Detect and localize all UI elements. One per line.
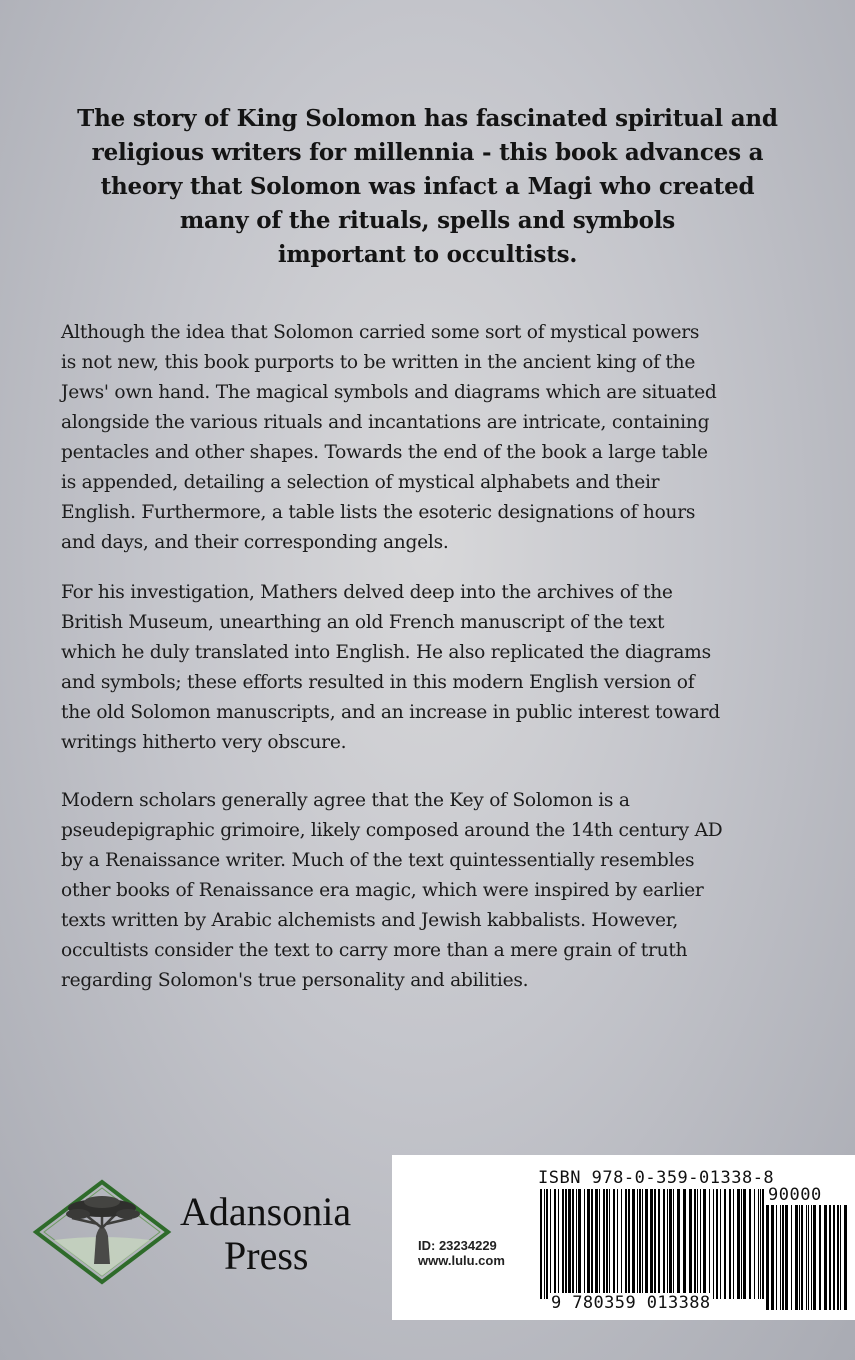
barcode-bar (565, 1189, 567, 1299)
paragraph-line: which he duly translated into English. He also replicated the diagrams (61, 642, 711, 663)
barcode-bar (785, 1205, 788, 1310)
barcode-bar (813, 1205, 816, 1310)
publisher-name (180, 1190, 351, 1278)
paragraph-line: English. Furthermore, a table lists the esoteric designations of hours (61, 502, 696, 523)
paragraph-1 (61, 318, 801, 558)
barcode-bar (700, 1189, 701, 1299)
blurb-line: many of the rituals, spells and symbols (179, 207, 676, 234)
barcode-bar (673, 1189, 674, 1299)
barcode-bar (667, 1189, 668, 1299)
barcode-bar (743, 1189, 746, 1299)
paragraph-line: For his investigation, Mathers delved deep into the archives of the (61, 582, 673, 603)
barcode-bar (791, 1205, 792, 1310)
barcode-bar (819, 1205, 821, 1310)
barcode-bar (749, 1189, 751, 1299)
paragraph-line: pentacles and other shapes. Towards the end of the book a large table (61, 442, 708, 463)
barcode-bar (771, 1205, 774, 1310)
baobab-tree-diamond-icon (32, 1178, 172, 1286)
id-label: ID: 23234229 (418, 1238, 497, 1253)
barcode-bar (669, 1189, 672, 1299)
barcode-bar (576, 1189, 577, 1299)
barcode-bar (844, 1205, 847, 1310)
barcode-bar (840, 1205, 841, 1310)
barcode-bar (650, 1189, 653, 1299)
paragraph-line: Jews' own hand. The magical symbols and diagrams which are situated (61, 382, 717, 403)
barcode-bar (603, 1189, 605, 1299)
barcode-bar (808, 1205, 809, 1310)
barcode-bar (760, 1189, 761, 1299)
paragraph-line: writings hitherto very obscure. (61, 732, 347, 753)
barcode-bar (720, 1189, 721, 1299)
barcode-bar (733, 1189, 734, 1299)
paragraph-line: British Museum, unearthing an old French manuscript of the text (61, 612, 665, 633)
paragraph-3 (61, 786, 801, 996)
barcode-bar (591, 1189, 593, 1299)
barcode-bar (677, 1189, 680, 1299)
barcode-bar (639, 1189, 641, 1299)
barcode-bar (729, 1189, 731, 1299)
site-label: www.lulu.com (418, 1253, 505, 1268)
barcode-bar (609, 1189, 610, 1299)
barcode-bar (584, 1189, 585, 1299)
blurb-line: religious writers for millennia - this book advances a (91, 139, 764, 166)
publisher-name-line1: Adansonia (180, 1189, 352, 1234)
barcode-bar (550, 1189, 551, 1299)
barcode-bar (795, 1205, 798, 1310)
isbn-digits: 9 780359 013388 (551, 1293, 711, 1313)
barcode-bar (658, 1189, 660, 1299)
isbn-label: ISBN 978-0-359-01338-8 (538, 1168, 775, 1188)
barcode-bar (754, 1189, 755, 1299)
barcode-bar (737, 1189, 740, 1299)
barcode-bar (829, 1205, 831, 1310)
publisher-name-line2: Press (224, 1233, 309, 1278)
barcode-bar (703, 1189, 706, 1299)
barcode-bar (613, 1189, 615, 1299)
paragraph-line: by a Renaissance writer. Much of the text quintessentially resembles (61, 850, 695, 871)
barcode-bar (599, 1189, 600, 1299)
paragraph-line: the old Solomon manuscripts, and an increase in public interest toward (61, 702, 720, 723)
barcode-bar (782, 1205, 784, 1310)
paragraph-line: and symbols; these efforts resulted in this modern English version of (61, 672, 695, 693)
barcode-bar (637, 1189, 638, 1299)
barcode-bar (724, 1189, 726, 1299)
blurb-line: theory that Solomon was infact a Magi who created (100, 173, 755, 200)
barcode-bar (799, 1205, 800, 1310)
barcode-bar (587, 1189, 590, 1299)
paragraph-2 (61, 578, 801, 758)
paragraph-line: regarding Solomon's true personality and abilities. (61, 970, 529, 991)
barcode-bar (694, 1189, 696, 1299)
barcode-bar (562, 1189, 564, 1299)
paragraph-line: texts written by Arabic alchemists and Jewish kabbalists. However, (61, 910, 679, 931)
barcode-bar (713, 1189, 714, 1299)
paragraph-line: is not new, this book purports to be written in the ancient king of the (61, 352, 696, 373)
barcode-bar (540, 1189, 542, 1299)
paragraph-line: Modern scholars generally agree that the Key of Solomon is a (61, 790, 630, 811)
barcode-bar (595, 1189, 598, 1299)
barcode-bar (621, 1189, 622, 1299)
isbn-barcode (538, 1189, 768, 1299)
barcode-bar (806, 1205, 807, 1310)
paragraph-line: is appended, detailing a selection of mystical alphabets and their (61, 472, 660, 493)
blurb-line: The story of King Solomon has fascinated spiritual and (77, 105, 778, 132)
paragraph-line: alongside the various rituals and incantations are intricate, containing (61, 412, 710, 433)
print-id (418, 1238, 505, 1268)
barcode-bar (716, 1189, 718, 1299)
barcode-bar (572, 1189, 574, 1299)
barcode-bar (837, 1205, 839, 1310)
barcode-bar (824, 1205, 827, 1310)
barcode-bar (766, 1205, 769, 1310)
blurb-line: important to occultists. (277, 241, 578, 268)
price-code: 90000 (768, 1185, 822, 1205)
paragraph-line: and days, and their corresponding angels. (61, 532, 449, 553)
barcode-bar (654, 1189, 656, 1299)
paragraph-line: Although the idea that Solomon carried some sort of mystical powers (61, 322, 700, 343)
barcode-panel (392, 1155, 855, 1320)
barcode-bar (642, 1189, 643, 1299)
paragraph-line: other books of Renaissance era magic, which were inspired by earlier (61, 880, 704, 901)
barcode-bar (776, 1205, 777, 1310)
barcode-bar (683, 1189, 686, 1299)
barcode-bar (709, 1189, 710, 1299)
barcode-bar (697, 1189, 698, 1299)
barcode-bar (578, 1189, 581, 1299)
barcode-bar (833, 1205, 835, 1310)
publisher-logo (32, 1178, 372, 1288)
barcode-bar (663, 1189, 665, 1299)
cover-blurb (40, 102, 815, 272)
barcode-bar (544, 1189, 545, 1299)
barcode-bar (741, 1189, 742, 1299)
price-barcode (764, 1205, 850, 1310)
barcode-bar (554, 1189, 556, 1299)
paragraph-line: pseudepigraphic grimoire, likely composed around the 14th century AD (61, 820, 723, 841)
barcode-bar (801, 1205, 803, 1310)
barcode-bar (645, 1189, 648, 1299)
barcode-bar (606, 1189, 608, 1299)
barcode-bar (558, 1189, 559, 1299)
barcode-bar (628, 1189, 630, 1299)
barcode-bar (625, 1189, 627, 1299)
barcode-bar (632, 1189, 635, 1299)
barcode-bar (568, 1189, 571, 1299)
barcode-bar (546, 1189, 548, 1299)
barcode-bar (780, 1205, 781, 1310)
barcode-bar (811, 1205, 812, 1310)
paragraph-line: occultists consider the text to carry more than a mere grain of truth (61, 940, 688, 961)
barcode-bar (689, 1189, 692, 1299)
barcode-bar (758, 1189, 759, 1299)
barcode-bar (617, 1189, 618, 1299)
